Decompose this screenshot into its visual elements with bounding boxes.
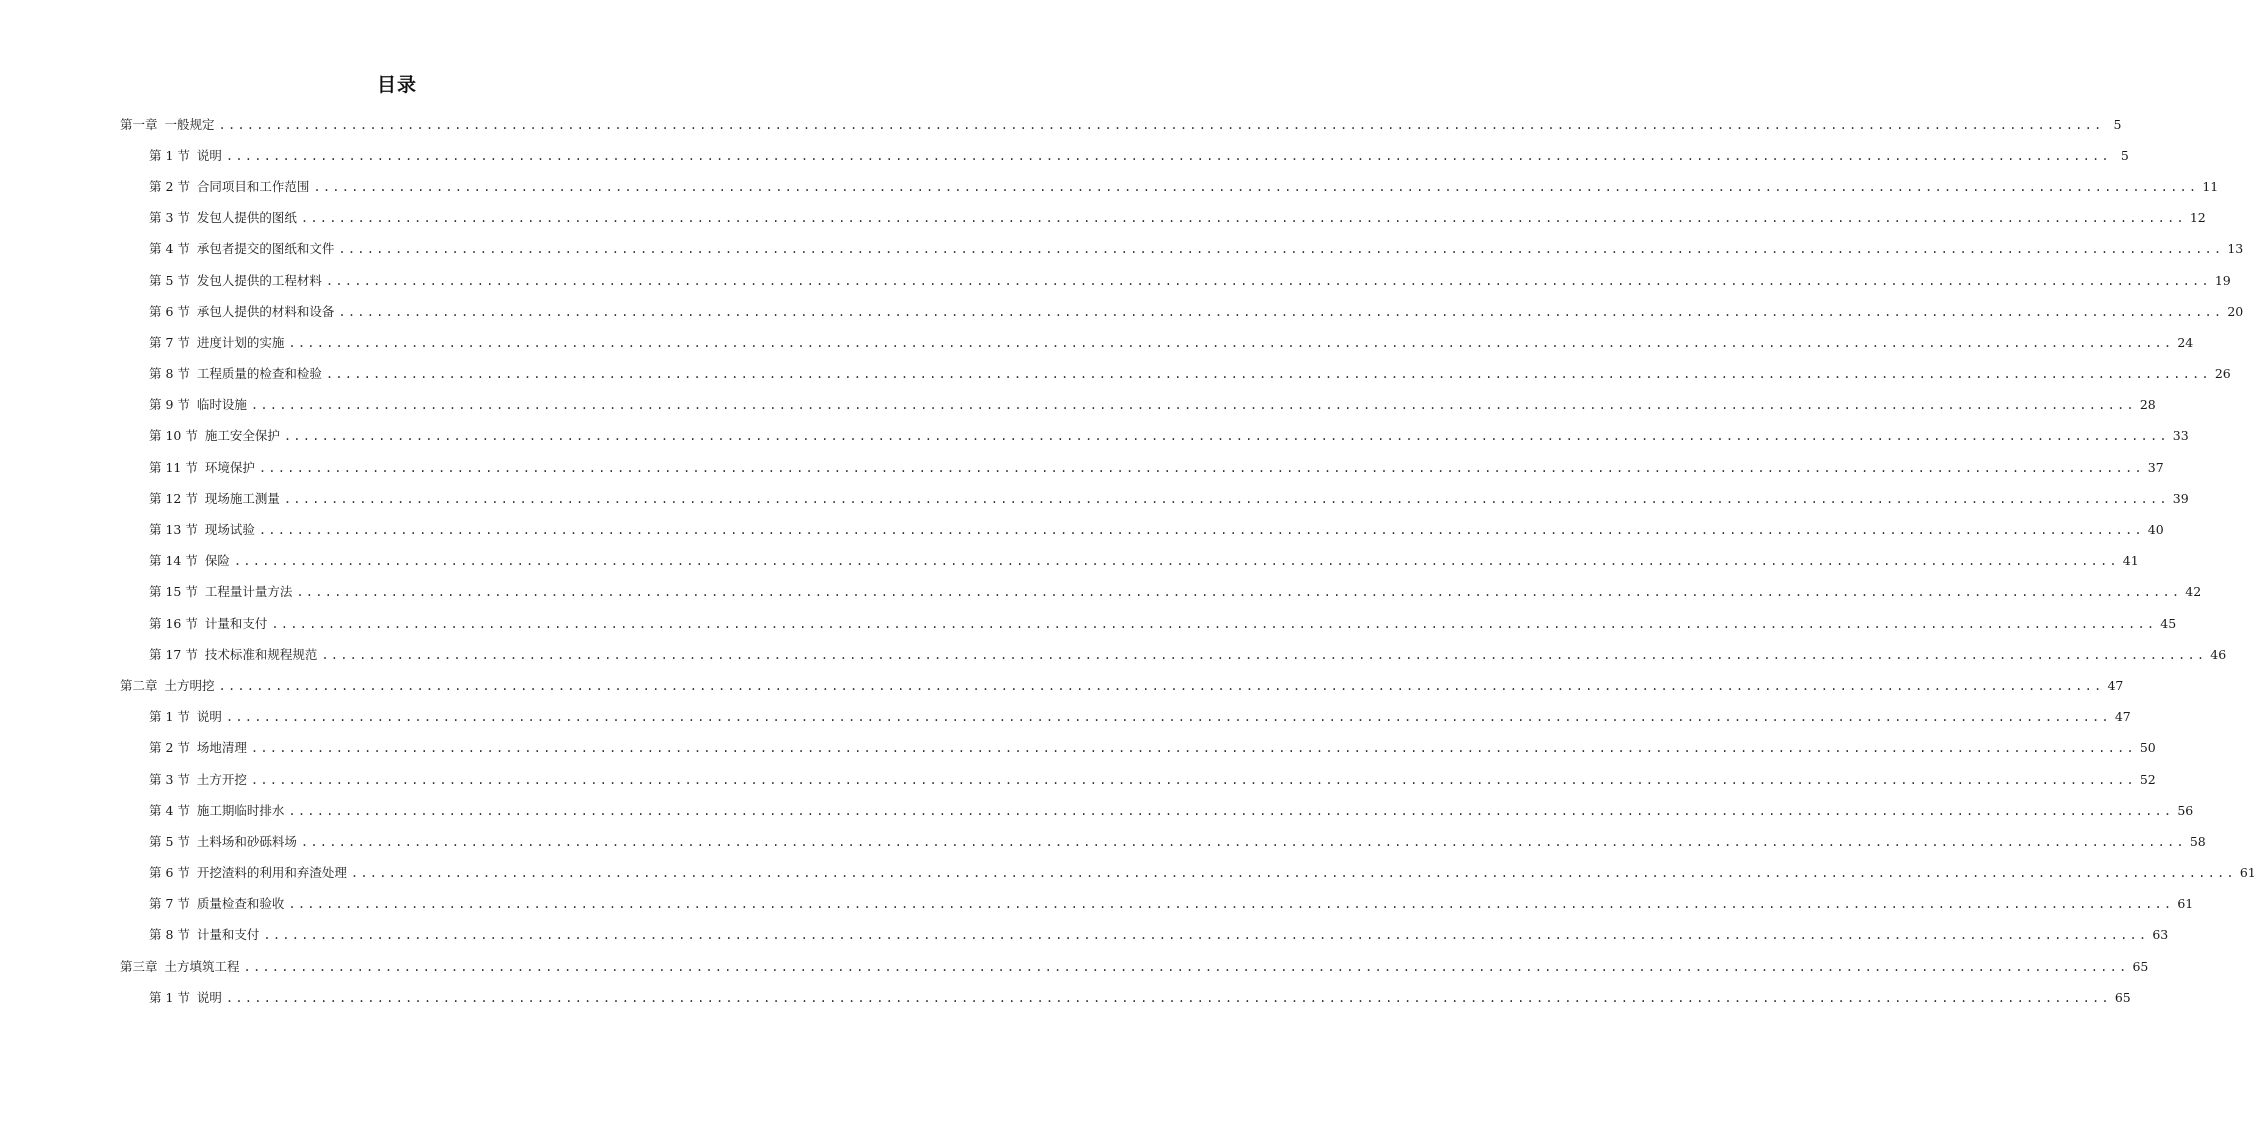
toc-entry-number: 第 1 节 [149, 709, 190, 725]
toc-entry-label [120, 959, 240, 975]
toc-dot-leader: ........................................................................................................................................................................................................ [218, 678, 2104, 693]
toc-entry-title: 现场施工测量 [204, 490, 280, 506]
toc-entry-number: 第 17 节 [149, 646, 198, 662]
toc-section-entry[interactable] [0, 733, 2156, 764]
toc-dot-leader: ........................................................................................................................................................................................................ [233, 554, 2119, 569]
toc-entry-title: 土方开挖 [196, 771, 247, 787]
toc-entry-title: 工程质量的检查和检验 [196, 366, 322, 382]
toc-section-entry[interactable] [0, 702, 2131, 733]
toc-entry-number: 第 6 节 [149, 865, 190, 881]
toc-section-entry[interactable] [0, 203, 2206, 234]
toc-dot-leader: ........................................................................................................................................................................................................ [250, 741, 2136, 756]
toc-page-number: 42 [2185, 584, 2202, 600]
toc-page-number: 46 [2210, 646, 2227, 662]
toc-entry-title: 开挖渣料的利用和弃渣处理 [196, 865, 347, 881]
toc-page-number: 61 [2239, 865, 2256, 881]
toc-entry-number: 第 1 节 [149, 147, 190, 163]
toc-page-number: 47 [2107, 677, 2124, 693]
toc-dot-leader: ........................................................................................................................................................................................................ [263, 928, 2149, 943]
toc-entry-label [120, 678, 215, 694]
toc-page-number: 61 [2177, 896, 2194, 912]
toc-entry-number: 第 4 节 [149, 802, 190, 818]
toc-section-entry[interactable] [0, 795, 2194, 826]
toc-section-entry[interactable] [0, 265, 2231, 296]
toc-section-entry[interactable] [0, 889, 2194, 920]
toc-page-number: 24 [2177, 334, 2194, 350]
toc-entry-title: 临时设施 [196, 397, 247, 413]
toc-entry-label [149, 460, 255, 476]
toc-page-number: 5 [2113, 116, 2122, 132]
toc-entry-number: 第 8 节 [149, 366, 190, 382]
toc-entry-label [149, 803, 284, 819]
toc-entry-title: 说明 [196, 709, 222, 725]
toc-entry-title: 计量和支付 [196, 927, 260, 943]
page-title: 目录 [376, 74, 417, 96]
toc-entry-label [149, 148, 222, 164]
toc-entry-label [149, 428, 280, 444]
toc-section-entry[interactable] [0, 483, 2189, 514]
toc-dot-leader: ........................................................................................................................................................................................................ [225, 710, 2111, 725]
toc-dot-leader: ........................................................................................................................................................................................................ [338, 242, 2224, 257]
toc-entry-title: 说明 [196, 989, 222, 1005]
toc-section-entry[interactable] [0, 546, 2139, 577]
toc-entry-label [149, 865, 347, 881]
toc-section-entry[interactable] [0, 608, 2177, 639]
toc-entry-number: 第 1 节 [149, 989, 190, 1005]
toc-page-number: 56 [2177, 802, 2194, 818]
toc-entry-title: 场地清理 [196, 740, 247, 756]
toc-entry-title: 进度计划的实施 [196, 334, 285, 350]
toc-page-number: 19 [2214, 272, 2231, 288]
toc-entry-number: 第 3 节 [149, 210, 190, 226]
toc-entry-label [149, 179, 309, 195]
toc-page-number: 40 [2147, 522, 2164, 538]
toc-dot-leader: ........................................................................................................................................................................................................ [288, 803, 2174, 818]
toc-entry-label [149, 896, 284, 912]
toc-section-entry[interactable] [0, 514, 2164, 545]
toc-section-entry[interactable] [0, 858, 2256, 889]
toc-page-number: 11 [2202, 178, 2219, 194]
toc-entry-number: 第 4 节 [149, 241, 190, 257]
table-of-contents [0, 109, 2256, 1013]
toc-page-number: 20 [2227, 303, 2244, 319]
toc-dot-leader: ........................................................................................................................................................................................................ [225, 990, 2111, 1005]
toc-entry-title: 保险 [204, 553, 230, 569]
toc-dot-leader: ........................................................................................................................................................................................................ [271, 616, 2157, 631]
toc-entry-number: 第 12 节 [149, 490, 198, 506]
toc-page-number: 26 [2214, 366, 2231, 382]
toc-dot-leader: ........................................................................................................................................................................................................ [325, 367, 2211, 382]
toc-entry-number: 第 11 节 [149, 459, 198, 475]
toc-entry-label [149, 397, 247, 413]
toc-entry-number: 第一章 [120, 116, 158, 132]
toc-dot-leader: ........................................................................................................................................................................................................ [258, 460, 2144, 475]
toc-dot-leader: ........................................................................................................................................................................................................ [300, 834, 2186, 849]
toc-entry-label [149, 522, 255, 538]
toc-section-entry[interactable] [0, 577, 2202, 608]
toc-dot-leader: ........................................................................................................................................................................................................ [250, 398, 2136, 413]
toc-page-number: 47 [2114, 709, 2131, 725]
toc-entry-number: 第 13 节 [149, 522, 198, 538]
toc-entry-number: 第 14 节 [149, 553, 198, 569]
toc-page-number: 50 [2139, 740, 2156, 756]
toc-section-entry[interactable] [0, 140, 2129, 171]
toc-entry-title: 计量和支付 [204, 615, 268, 631]
toc-page-number: 37 [2147, 459, 2164, 475]
toc-page-number: 63 [2152, 927, 2169, 943]
toc-entry-title: 技术标准和规程规范 [204, 646, 318, 662]
toc-entry-label [149, 584, 292, 600]
toc-dot-leader: ........................................................................................................................................................................................................ [218, 117, 2104, 132]
toc-section-entry[interactable] [0, 639, 2227, 670]
toc-page-number: 52 [2139, 771, 2156, 787]
toc-page-number: 5 [2120, 147, 2129, 163]
toc-page-number: 13 [2227, 241, 2244, 257]
toc-page-number: 12 [2189, 210, 2206, 226]
toc-section-entry[interactable] [0, 826, 2206, 857]
toc-section-entry[interactable] [0, 982, 2131, 1013]
toc-section-entry[interactable] [0, 421, 2189, 452]
toc-entry-title: 施工期临时排水 [196, 802, 285, 818]
toc-entry-label [149, 273, 322, 289]
toc-entry-title: 一般规定 [164, 116, 215, 132]
toc-entry-label [149, 491, 280, 507]
toc-dot-leader: ........................................................................................................................................................................................................ [321, 647, 2207, 662]
toc-page-number: 39 [2172, 490, 2189, 506]
toc-chapter-entry[interactable] [0, 951, 2149, 982]
toc-dot-leader: ........................................................................................................................................................................................................ [225, 148, 2111, 163]
toc-page-number: 28 [2139, 397, 2156, 413]
toc-page-number: 65 [2114, 989, 2131, 1005]
toc-section-entry[interactable] [0, 296, 2244, 327]
toc-entry-number: 第 2 节 [149, 740, 190, 756]
toc-entry-title: 土方填筑工程 [164, 958, 240, 974]
toc-entry-title: 承包者提交的图纸和文件 [196, 241, 335, 257]
toc-dot-leader: ........................................................................................................................................................................................................ [325, 273, 2211, 288]
toc-entry-title: 质量检查和验收 [196, 896, 285, 912]
toc-entry-label [149, 241, 334, 257]
toc-entry-title: 施工安全保护 [204, 428, 280, 444]
toc-entry-title: 工程量计量方法 [204, 584, 293, 600]
toc-entry-number: 第 16 节 [149, 615, 198, 631]
toc-entry-number: 第 5 节 [149, 833, 190, 849]
toc-page-number: 45 [2160, 615, 2177, 631]
toc-entry-title: 说明 [196, 147, 222, 163]
toc-entry-label [149, 740, 247, 756]
toc-dot-leader: ........................................................................................................................................................................................................ [296, 585, 2182, 600]
toc-entry-title: 土方明挖 [164, 677, 215, 693]
toc-entry-label [149, 772, 247, 788]
toc-dot-leader: ........................................................................................................................................................................................................ [243, 959, 2129, 974]
toc-dot-leader: ........................................................................................................................................................................................................ [258, 523, 2144, 538]
toc-section-entry[interactable] [0, 452, 2164, 483]
toc-entry-label [149, 553, 230, 569]
toc-page-number: 33 [2172, 428, 2189, 444]
toc-entry-label [149, 927, 259, 943]
toc-entry-label [149, 304, 334, 320]
toc-dot-leader: ........................................................................................................................................................................................................ [288, 897, 2174, 912]
toc-entry-number: 第 3 节 [149, 771, 190, 787]
toc-page-number: 41 [2122, 553, 2139, 569]
toc-entry-number: 第 9 节 [149, 397, 190, 413]
toc-section-entry[interactable] [0, 390, 2156, 421]
toc-chapter-entry[interactable] [0, 670, 2124, 701]
toc-entry-number: 第三章 [120, 958, 158, 974]
toc-entry-label [149, 616, 267, 632]
toc-entry-title: 土料场和砂砾料场 [196, 833, 297, 849]
toc-entry-label [149, 366, 322, 382]
toc-entry-number: 第 8 节 [149, 927, 190, 943]
toc-entry-number: 第 2 节 [149, 178, 190, 194]
toc-entry-number: 第二章 [120, 677, 158, 693]
toc-section-entry[interactable] [0, 920, 2169, 951]
toc-entry-label [149, 834, 297, 850]
toc-dot-leader: ........................................................................................................................................................................................................ [300, 211, 2186, 226]
toc-entry-number: 第 7 节 [149, 896, 190, 912]
toc-entry-number: 第 5 节 [149, 272, 190, 288]
toc-entry-label [149, 647, 317, 663]
toc-dot-leader: ........................................................................................................................................................................................................ [283, 429, 2169, 444]
toc-entry-title: 环境保护 [204, 459, 255, 475]
toc-dot-leader: ........................................................................................................................................................................................................ [283, 491, 2169, 506]
toc-entry-title: 现场试验 [204, 522, 255, 538]
toc-dot-leader: ........................................................................................................................................................................................................ [350, 866, 2236, 881]
toc-section-entry[interactable] [0, 764, 2156, 795]
toc-dot-leader: ........................................................................................................................................................................................................ [338, 304, 2224, 319]
toc-section-entry[interactable] [0, 171, 2219, 202]
toc-entry-number: 第 6 节 [149, 303, 190, 319]
toc-entry-title: 合同项目和工作范围 [196, 178, 310, 194]
toc-page-number: 58 [2189, 833, 2206, 849]
toc-page-number: 65 [2132, 958, 2149, 974]
toc-dot-leader: ........................................................................................................................................................................................................ [313, 179, 2199, 194]
toc-entry-label [120, 117, 215, 133]
toc-section-entry[interactable] [0, 234, 2244, 265]
toc-section-entry[interactable] [0, 327, 2194, 358]
toc-entry-label [149, 709, 222, 725]
toc-chapter-entry[interactable] [0, 109, 2122, 140]
toc-entry-label [149, 335, 284, 351]
toc-entry-number: 第 10 节 [149, 428, 198, 444]
toc-entry-title: 发包人提供的工程材料 [196, 272, 322, 288]
toc-entry-label [149, 990, 222, 1006]
toc-section-entry[interactable] [0, 359, 2231, 390]
toc-entry-number: 第 7 节 [149, 334, 190, 350]
toc-dot-leader: ........................................................................................................................................................................................................ [288, 335, 2174, 350]
toc-entry-title: 发包人提供的图纸 [196, 210, 297, 226]
toc-entry-number: 第 15 节 [149, 584, 198, 600]
toc-entry-label [149, 210, 297, 226]
toc-dot-leader: ........................................................................................................................................................................................................ [250, 772, 2136, 787]
toc-entry-title: 承包人提供的材料和设备 [196, 303, 335, 319]
